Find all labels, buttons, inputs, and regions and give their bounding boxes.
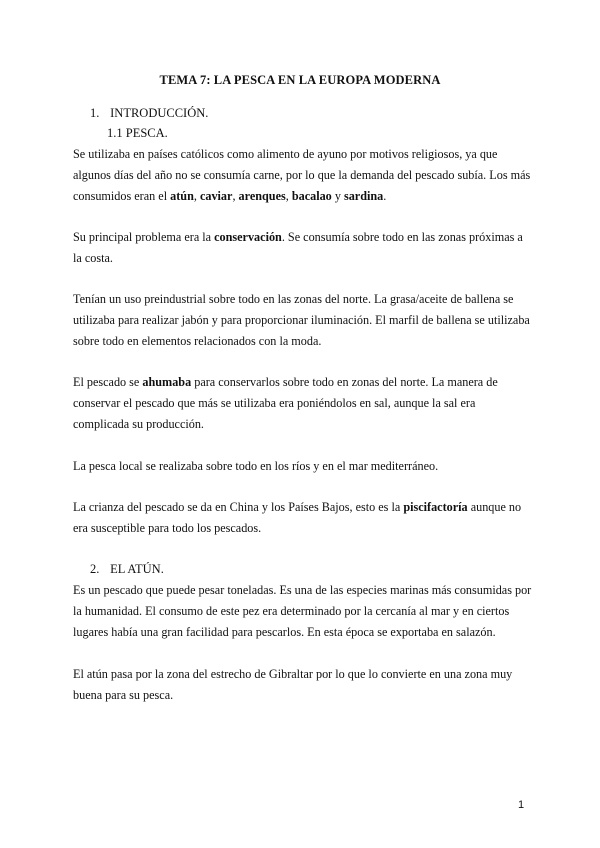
subsection-heading-pesca: 1.1 PESCA.: [107, 126, 168, 140]
bold-term: piscifactoría: [403, 500, 468, 514]
paragraph-text: ,: [285, 189, 292, 203]
bold-term: atún: [170, 189, 194, 203]
paragraph-text: Se utilizaba en países católicos como alimento de ayuno por motivos religiosos, ya que algunos días del año no se consumía carne, por lo que la demanda del pescado subía. Los más consumidos eran el: [73, 147, 531, 203]
paragraph-atun-descripcion: Es un pescado que puede pesar toneladas. Es una de las especies marinas más consumidas por la humanidad. El consumo de este pez era determinado por la cercanía al mar y en ciertos lugares había una gran facilidad para pescarlos. En esta época se exportaba en salazón.: [73, 583, 532, 639]
paragraph-estrecho-gibraltar: El atún pasa por la zona del estrecho de Gibraltar por lo que lo convierte en una zona muy buena para su pesca.: [73, 667, 513, 702]
paragraph-piscifactoria: [73, 497, 533, 539]
section-heading-atun: [90, 562, 164, 577]
section-number: 1.: [90, 106, 100, 120]
bold-term: caviar: [199, 189, 233, 203]
paragraph-ballena: Tenían un uso preindustrial sobre todo en las zonas del norte. La grasa/aceite de ballena se utilizaba para realizar jabón y para proporcionar iluminación. El marfil de ballena se utilizaba sobre todo en elementos relacionados con la moda.: [73, 292, 530, 348]
paragraph-text: . Se consumía sobre todo en las zonas próximas a la costa.: [73, 230, 523, 265]
section-number: 2.: [90, 562, 100, 576]
document-title: TEMA 7: LA PESCA EN LA EUROPA MODERNA: [159, 73, 441, 87]
bold-term: conservación: [214, 230, 282, 244]
paragraph-conservacion: [73, 227, 533, 269]
bold-term: ahumaba: [142, 375, 192, 389]
bold-term: arenques: [238, 189, 286, 203]
paragraph-consumo: [73, 144, 533, 207]
paragraph-text: .: [383, 189, 387, 203]
paragraph-text: Su principal problema era la: [73, 230, 215, 244]
bold-term: sardina: [343, 189, 384, 203]
paragraph-ahumado: [73, 372, 533, 435]
paragraph-text: El pescado se: [73, 375, 143, 389]
paragraph-text: La crianza del pescado se da en China y los Países Bajos, esto es la: [73, 500, 404, 514]
paragraph-text: ,: [193, 189, 200, 203]
section-title: EL ATÚN.: [110, 562, 164, 576]
paragraph-text: para conservarlos sobre todo en zonas del norte. La manera de conservar el pescado que más se utilizaba era poniéndolos en sal, aunque la sal era complicada su producción.: [73, 375, 498, 431]
bold-term: bacalao: [291, 189, 332, 203]
paragraph-pesca-local: La pesca local se realizaba sobre todo en los ríos y en el mar mediterráneo.: [73, 459, 439, 473]
paragraph-text: y: [331, 189, 344, 203]
paragraph-text: aunque no era susceptible para todo los pescados.: [73, 500, 522, 535]
section-title: INTRODUCCIÓN.: [110, 106, 209, 120]
page-number: 1: [518, 799, 525, 811]
paragraph-text: ,: [232, 189, 239, 203]
section-heading-introduccion: [90, 106, 208, 121]
